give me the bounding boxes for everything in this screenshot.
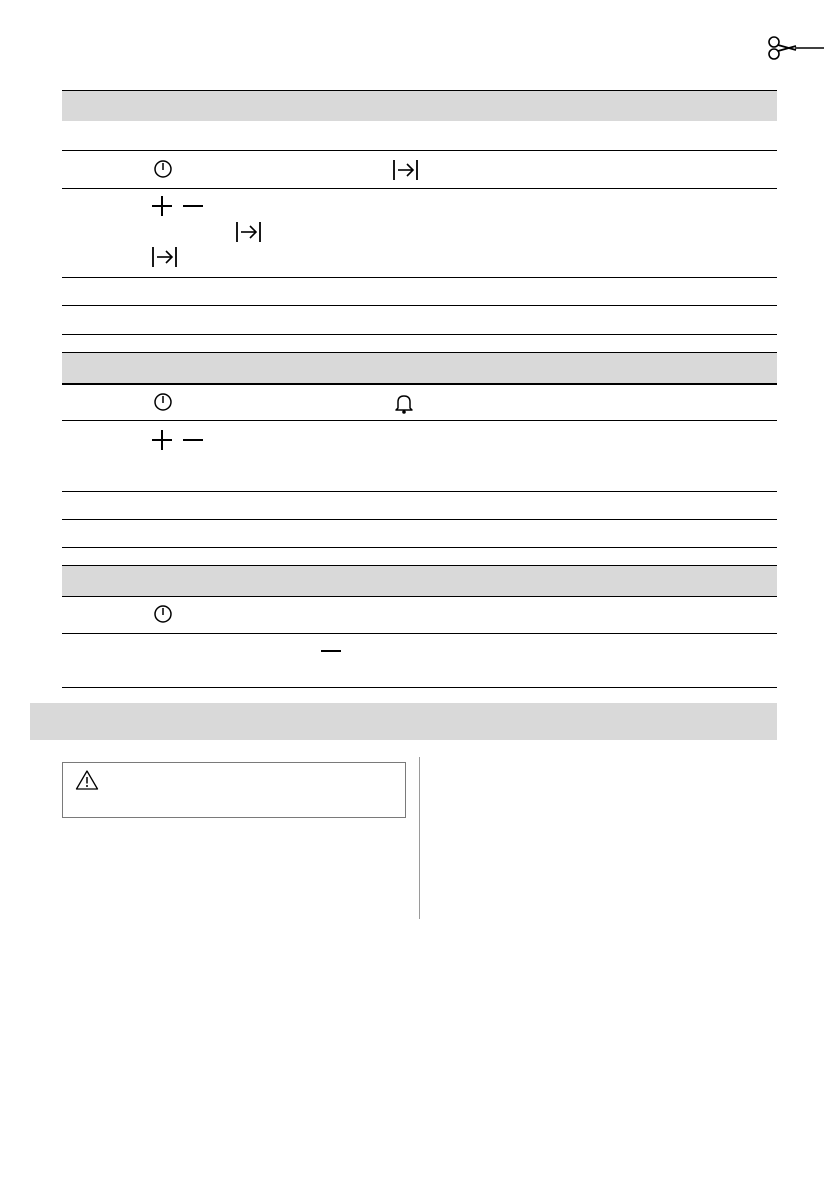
- table-section-2: [62, 352, 777, 548]
- arrow-to-bar-icon: [392, 159, 420, 181]
- table-header: [62, 90, 777, 121]
- table-row: [62, 597, 777, 634]
- scissors-icon: [766, 36, 824, 60]
- table-section-3: [62, 565, 777, 688]
- table-header: [62, 565, 777, 597]
- table-row: [62, 121, 777, 151]
- table-row: [62, 306, 777, 335]
- power-clock-icon: [153, 604, 173, 624]
- power-clock-icon: [153, 159, 173, 179]
- plus-icon: [151, 429, 173, 451]
- minus-icon: [320, 640, 342, 662]
- warning-icon: [75, 769, 99, 791]
- column-divider: [419, 757, 420, 919]
- table-row: [62, 634, 777, 688]
- table-row: [62, 520, 777, 548]
- table-header: [62, 352, 777, 385]
- table-row: [62, 189, 777, 278]
- minus-icon: [182, 429, 204, 451]
- power-clock-icon: [153, 392, 173, 412]
- bell-icon: [394, 392, 414, 414]
- minus-icon: [182, 195, 204, 217]
- table-row: [62, 278, 777, 306]
- table-row: [62, 151, 777, 189]
- table-section-1: [62, 90, 777, 335]
- arrow-to-bar-icon: [151, 246, 179, 268]
- plus-icon: [151, 195, 173, 217]
- warning-box: [62, 762, 406, 818]
- table-row: [62, 385, 777, 421]
- settings-tables: [62, 90, 777, 688]
- table-row: [62, 492, 777, 520]
- arrow-to-bar-icon: [235, 221, 263, 243]
- table-row: [62, 421, 777, 492]
- section-heading-bar: [30, 703, 777, 740]
